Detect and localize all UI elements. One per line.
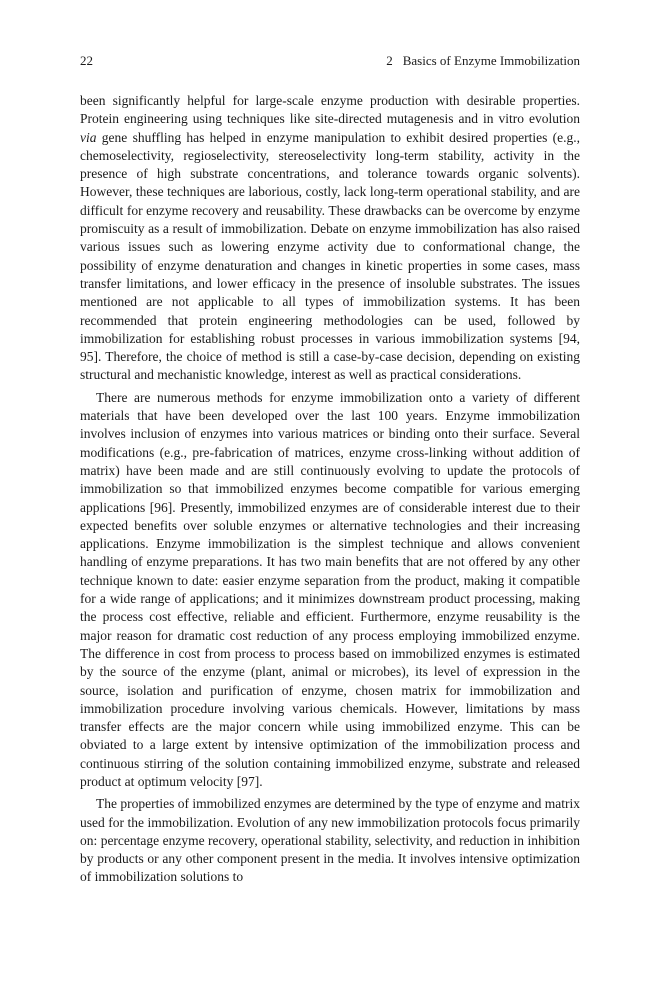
body-text: [80, 92, 580, 887]
page-number: 22: [80, 53, 93, 68]
paragraph-1-italic: via: [80, 129, 97, 145]
paragraph-3: The properties of immobilized enzymes are determined by the type of enzyme and matrix used for the immobilization. Evolution of any new immobilization protocols focus primarily on: percentage enzyme recovery, operational stability, selectivity, and reduction in inhibition by products or any other component present in the media. It involves intensive optimization of immobilization solutions to: [80, 796, 580, 885]
running-head: [80, 52, 580, 70]
paragraph-1: [80, 92, 580, 385]
paragraph-2: There are numerous methods for enzyme immobilization onto a variety of different materials that have been developed over the last 100 years. Enzyme immobilization involves inclusion of enzymes into various matrices or binding onto their surface. Several modifications (e.g., pre-fabrication of matrices, enzyme cross-linking without addition of matrix) have been made and are still continuously evolving to update the protocols of immobilization so that immobilized enzymes become compatible for various emerging applications [96]. Presently, immobilized enzymes are of considerable interest due to their expected benefits over soluble enzymes or alternative technologies and their increasing applications. Enzyme immobilization is the simplest technique and allows convenient handling of enzyme preparations. It has two main benefits that are not offered by any other technique known to date: easier enzyme separation from the product, making it compatible for a wide range of applications; and it minimizes downstream product processing, making the process cost effective, reliable and efficient. Furthermore, enzyme reusability is the major reason for dramatic cost reduction of any process employing immobilized enzyme. The difference in cost from process to process based on immobilized enzymes is estimated by the source of the enzyme (plant, animal or microbes), its level of expression in the source, isolation and purification of enzyme, chosen matrix for immobilization and immobilization procedure involving various chemicals. However, limitations by mass transfer effects are the major concern while using immobilized enzyme. This can be obviated to a large extent by intensive optimization of the immobilization process and continuous stirring of the solution containing immobilized enzyme, substrate and released product at optimum velocity [97].: [80, 389, 580, 789]
paragraph-1-part-1: been significantly helpful for large-scale enzyme production with desirable properties. Protein engineering using techniques like site-directed mutagenesis and in vitro evolution: [80, 93, 580, 127]
chapter-title: Basics of Enzyme Immobilization: [402, 53, 580, 68]
chapter-heading: [386, 52, 580, 70]
chapter-number: 2: [386, 53, 393, 68]
paragraph-1-part-2: gene shuffling has helped in enzyme manipulation to exhibit desired properties (e.g., chemoselectivity, regioselectivity, stereoselectivity long-term stability, activity in the presence of high substrate concentrations, and tolerance towards organic solvents). However, these techniques are laborious, costly, lack long-term operational stability, and are difficult for enzyme recovery and reusability. These drawbacks can be overcome by enzyme promiscuity as a result of immobilization. Debate on enzyme immobilization has also raised various issues such as lowering enzyme activity due to conformational change, the possibility of enzyme denaturation and changes in kinetic properties in some cases, mass transfer limitations, and lower efficacy in the presence of insoluble substrates. The issues mentioned are not applicable to all types of immobilization systems. It has been recommended that protein engineering methodologies can be used, followed by immobilization for establishing robust processes in various immobilization systems [94, 95]. Therefore, the choice of method is still a case-by-case decision, depending on existing structural and mechanistic knowledge, interest as well as practical considerations.: [80, 129, 580, 383]
